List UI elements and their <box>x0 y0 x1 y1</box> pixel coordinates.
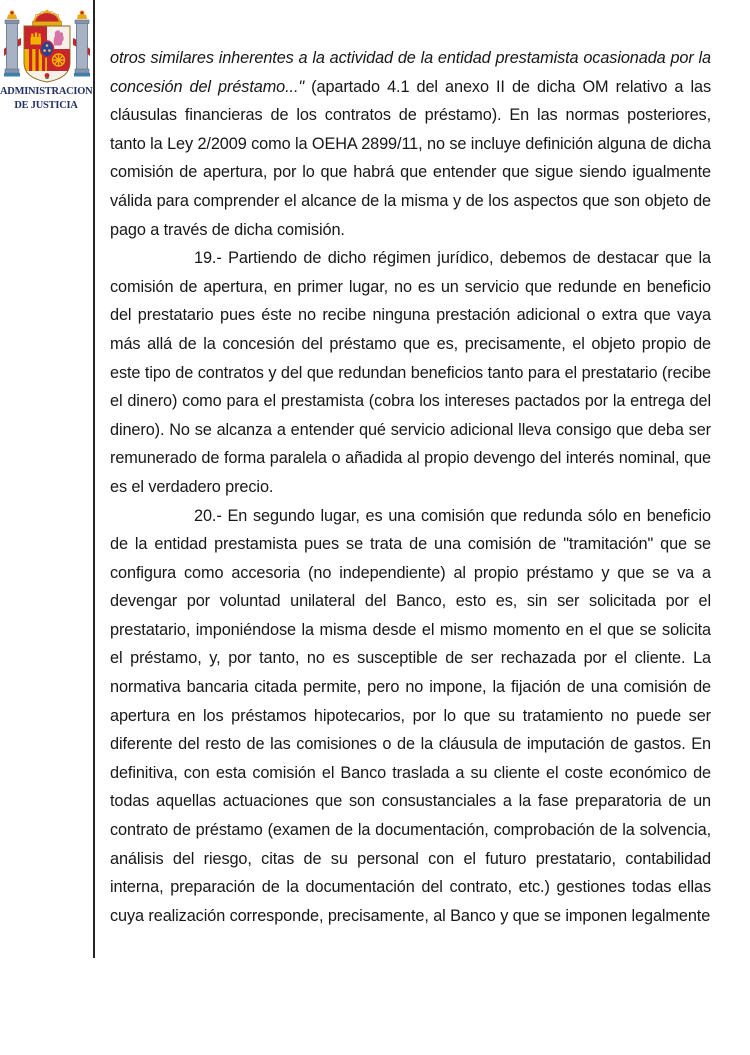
body-text: 19.- Partiendo de dicho régimen jurídico, debemos de destacar que la comisión de apertura, en primer lugar, no es un servicio que redunde en beneficio del prestatario pues éste no recibe ninguna prestación adicional o extra que vaya más allá de la concesión del préstamo que es, precisamente, el objeto propio de este tipo de contratos y del que redundan beneficios tanto para el prestatario (recibe el dinero) como para el prestamista (cobra los intereses pactados por la entrega del dinero). No se alcanza a entender qué servicio adicional lleva consigo que deba ser remunerado de forma paralela o añadida al propio devengo del interés nominal, que es el verdadero precio. <box>110 249 711 496</box>
margin-divider-line <box>93 0 95 958</box>
body-text: (apartado 4.1 del anexo II de dicha OM relativo a las cláusulas financieras de los contratos de préstamo). En las normas posteriores, tanto la Ley 2/2009 como la OEHA 2899/11, no se incluye definición alguna de dicha comisión de apertura, por lo que habrá que entender que sigue siendo igualmente válida para comprender el alcance de la misma y de los aspectos que son objeto de pago a través de dicha comisión. <box>110 77 711 239</box>
document-body <box>110 44 711 930</box>
paragraph-point-20 <box>110 502 711 931</box>
org-name-line1: ADMINISTRACION <box>0 86 93 97</box>
spain-coat-of-arms-icon <box>3 9 91 87</box>
org-name <box>0 85 92 112</box>
administracion-de-justicia-emblem <box>3 9 91 87</box>
paragraph-continuation <box>110 44 711 244</box>
org-name-line2: DE JUSTICIA <box>14 99 78 111</box>
body-text: 20.- En segundo lugar, es una comisión que redunda sólo en beneficio de la entidad prestamista pues se trata de una comisión de "tramitación" que se configura como accesoria (no independiente) al propio préstamo y que se va a devengar por voluntad unilateral del Banco, esto es, sin ser solicitada por el prestatario, imponiéndose la misma desde el mismo momento en el que se solicita el préstamo, y, por tanto, no es susceptible de ser rechazada por el cliente. La normativa bancaria citada permite, pero no impone, la fijación de una comisión de apertura en los préstamos hipotecarios, por lo que su tratamiento no puede ser diferente del resto de las comisiones o de la cláusula de imputación de gastos. En definitiva, con esta comisión el Banco traslada a su cliente el coste económico de todas aquellas actuaciones que son consustanciales a la fase preparatoria de un contrato de préstamo (examen de la documentación, comprobación de la solvencia, análisis del riesgo, citas de su personal con el futuro prestatario, contabilidad interna, preparación de la documentación del contrato, etc.) gestiones todas ellas cuya realización corresponde, precisamente, al Banco y que se imponen legalmente <box>110 506 711 925</box>
quoted-italic-text: otros similares inherentes a la actividad de la entidad prestamista ocasionada por la concesión del préstamo..." <box>110 49 711 96</box>
paragraph-point-19 <box>110 244 711 501</box>
